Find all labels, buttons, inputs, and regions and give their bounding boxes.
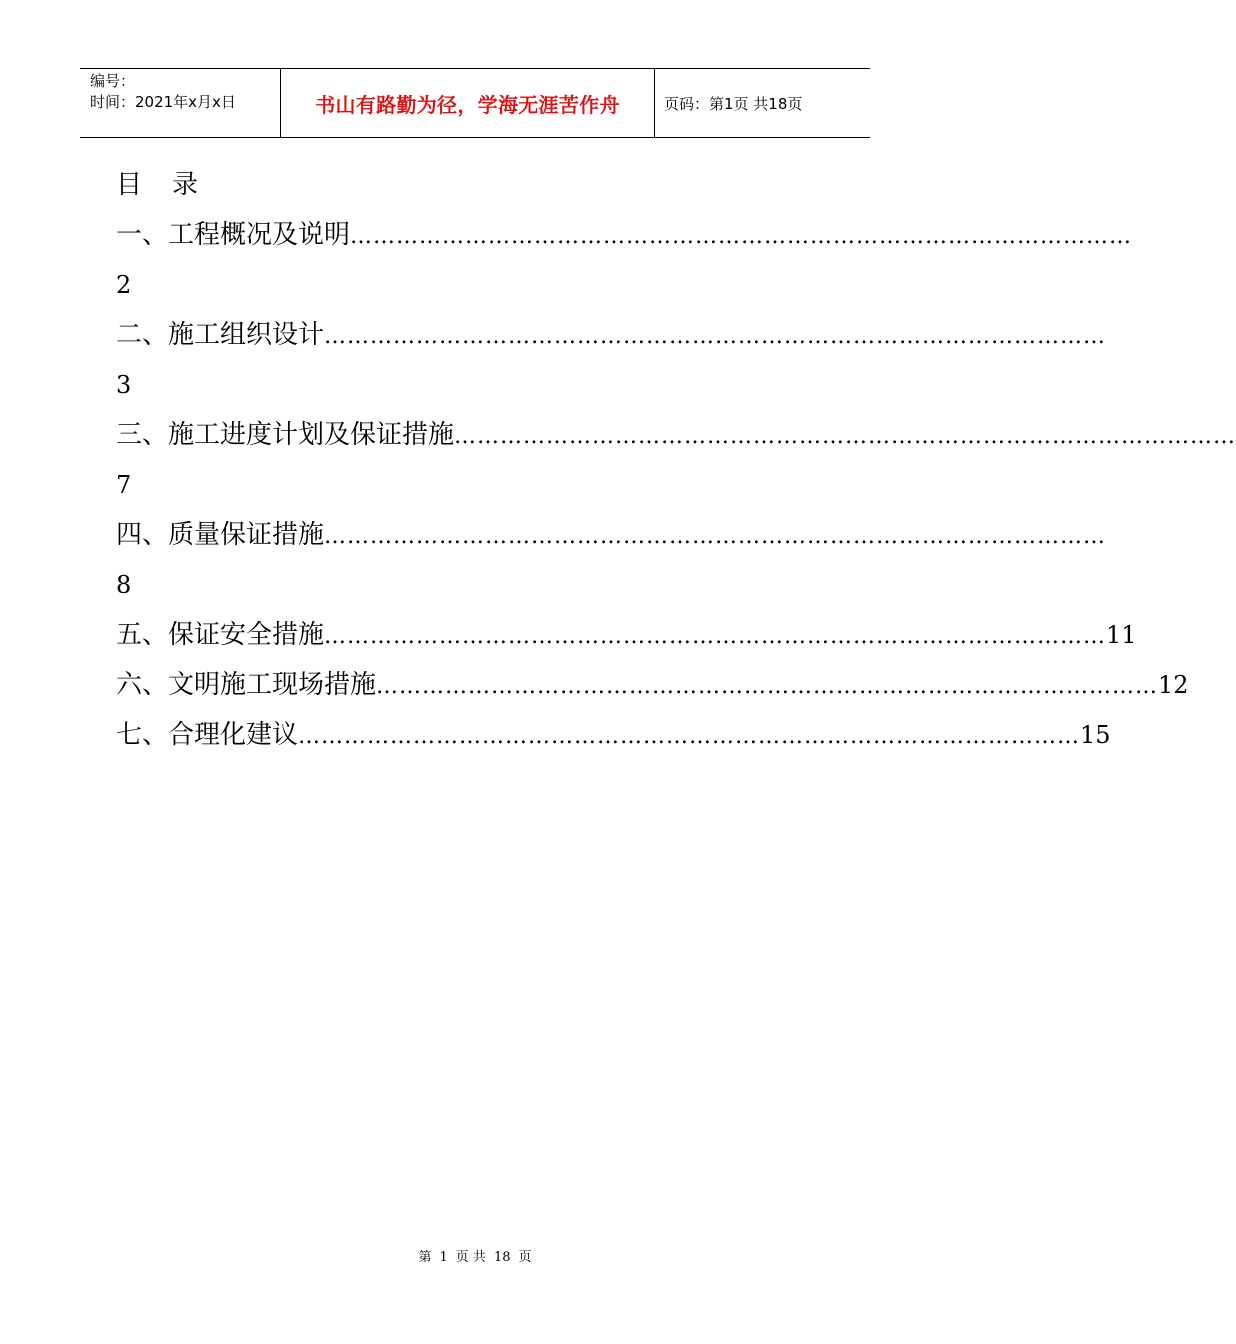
toc-entry[interactable]	[116, 410, 1236, 460]
toc-entry[interactable]	[116, 510, 1107, 560]
toc-entry[interactable]	[116, 310, 1107, 360]
document-header	[80, 68, 870, 138]
footer-total-pages: 18	[493, 1250, 511, 1265]
toc-leader-dots: …………………………………………………………………………………………	[324, 624, 1107, 649]
toc-leader-dots: …………………………………………………………………………………………	[350, 224, 1133, 249]
toc-leader-dots: …………………………………………………………………………………………	[298, 724, 1081, 749]
toc-entry[interactable]	[116, 710, 1111, 760]
header-page-label: 页码：第1页 共18页	[664, 94, 803, 113]
header-motto-cell	[281, 69, 655, 137]
toc-entry-label: 五、保证安全措施	[116, 620, 325, 650]
toc-entry-page: 12	[1158, 671, 1189, 699]
toc-entry-page: 8	[116, 571, 132, 599]
table-of-contents	[116, 160, 1236, 760]
toc-leader-dots: …………………………………………………………………………………………	[324, 524, 1107, 549]
toc-entry-label: 七、合理化建议	[116, 720, 299, 750]
page-footer: 第 1 页 共 18 页	[418, 1250, 532, 1265]
toc-entry-label: 二、施工组织设计	[116, 320, 325, 350]
footer-current-page: 1	[439, 1250, 448, 1265]
toc-entry-page: 11	[1106, 621, 1137, 649]
toc-leader-dots: …………………………………………………………………………………………	[454, 424, 1236, 449]
time-label: 时间：2021年x月x日	[90, 93, 236, 111]
toc-title: 目 录	[116, 170, 199, 200]
toc-entry-label: 一、工程概况及说明	[116, 220, 351, 250]
toc-entry[interactable]	[116, 660, 1189, 710]
header-motto: 书山有路勤为径，学海无涯苦作舟	[315, 92, 620, 117]
header-meta	[80, 69, 281, 137]
toc-entry-page: 2	[116, 271, 132, 299]
toc-entry-label: 三、施工进度计划及保证措施	[116, 420, 455, 450]
toc-entry-label: 六、文明施工现场措施	[116, 670, 377, 700]
toc-entry-label: 四、质量保证措施	[116, 520, 325, 550]
toc-entry-page: 3	[116, 371, 132, 399]
toc-entry-page: 15	[1080, 721, 1111, 749]
toc-entry[interactable]	[116, 210, 1133, 260]
number-label: 编号：	[90, 72, 136, 90]
header-page-cell	[655, 69, 870, 137]
toc-entry[interactable]	[116, 610, 1137, 660]
toc-leader-dots: …………………………………………………………………………………………	[324, 324, 1107, 349]
toc-entry-page: 7	[116, 471, 132, 499]
toc-leader-dots: …………………………………………………………………………………………	[376, 674, 1159, 699]
